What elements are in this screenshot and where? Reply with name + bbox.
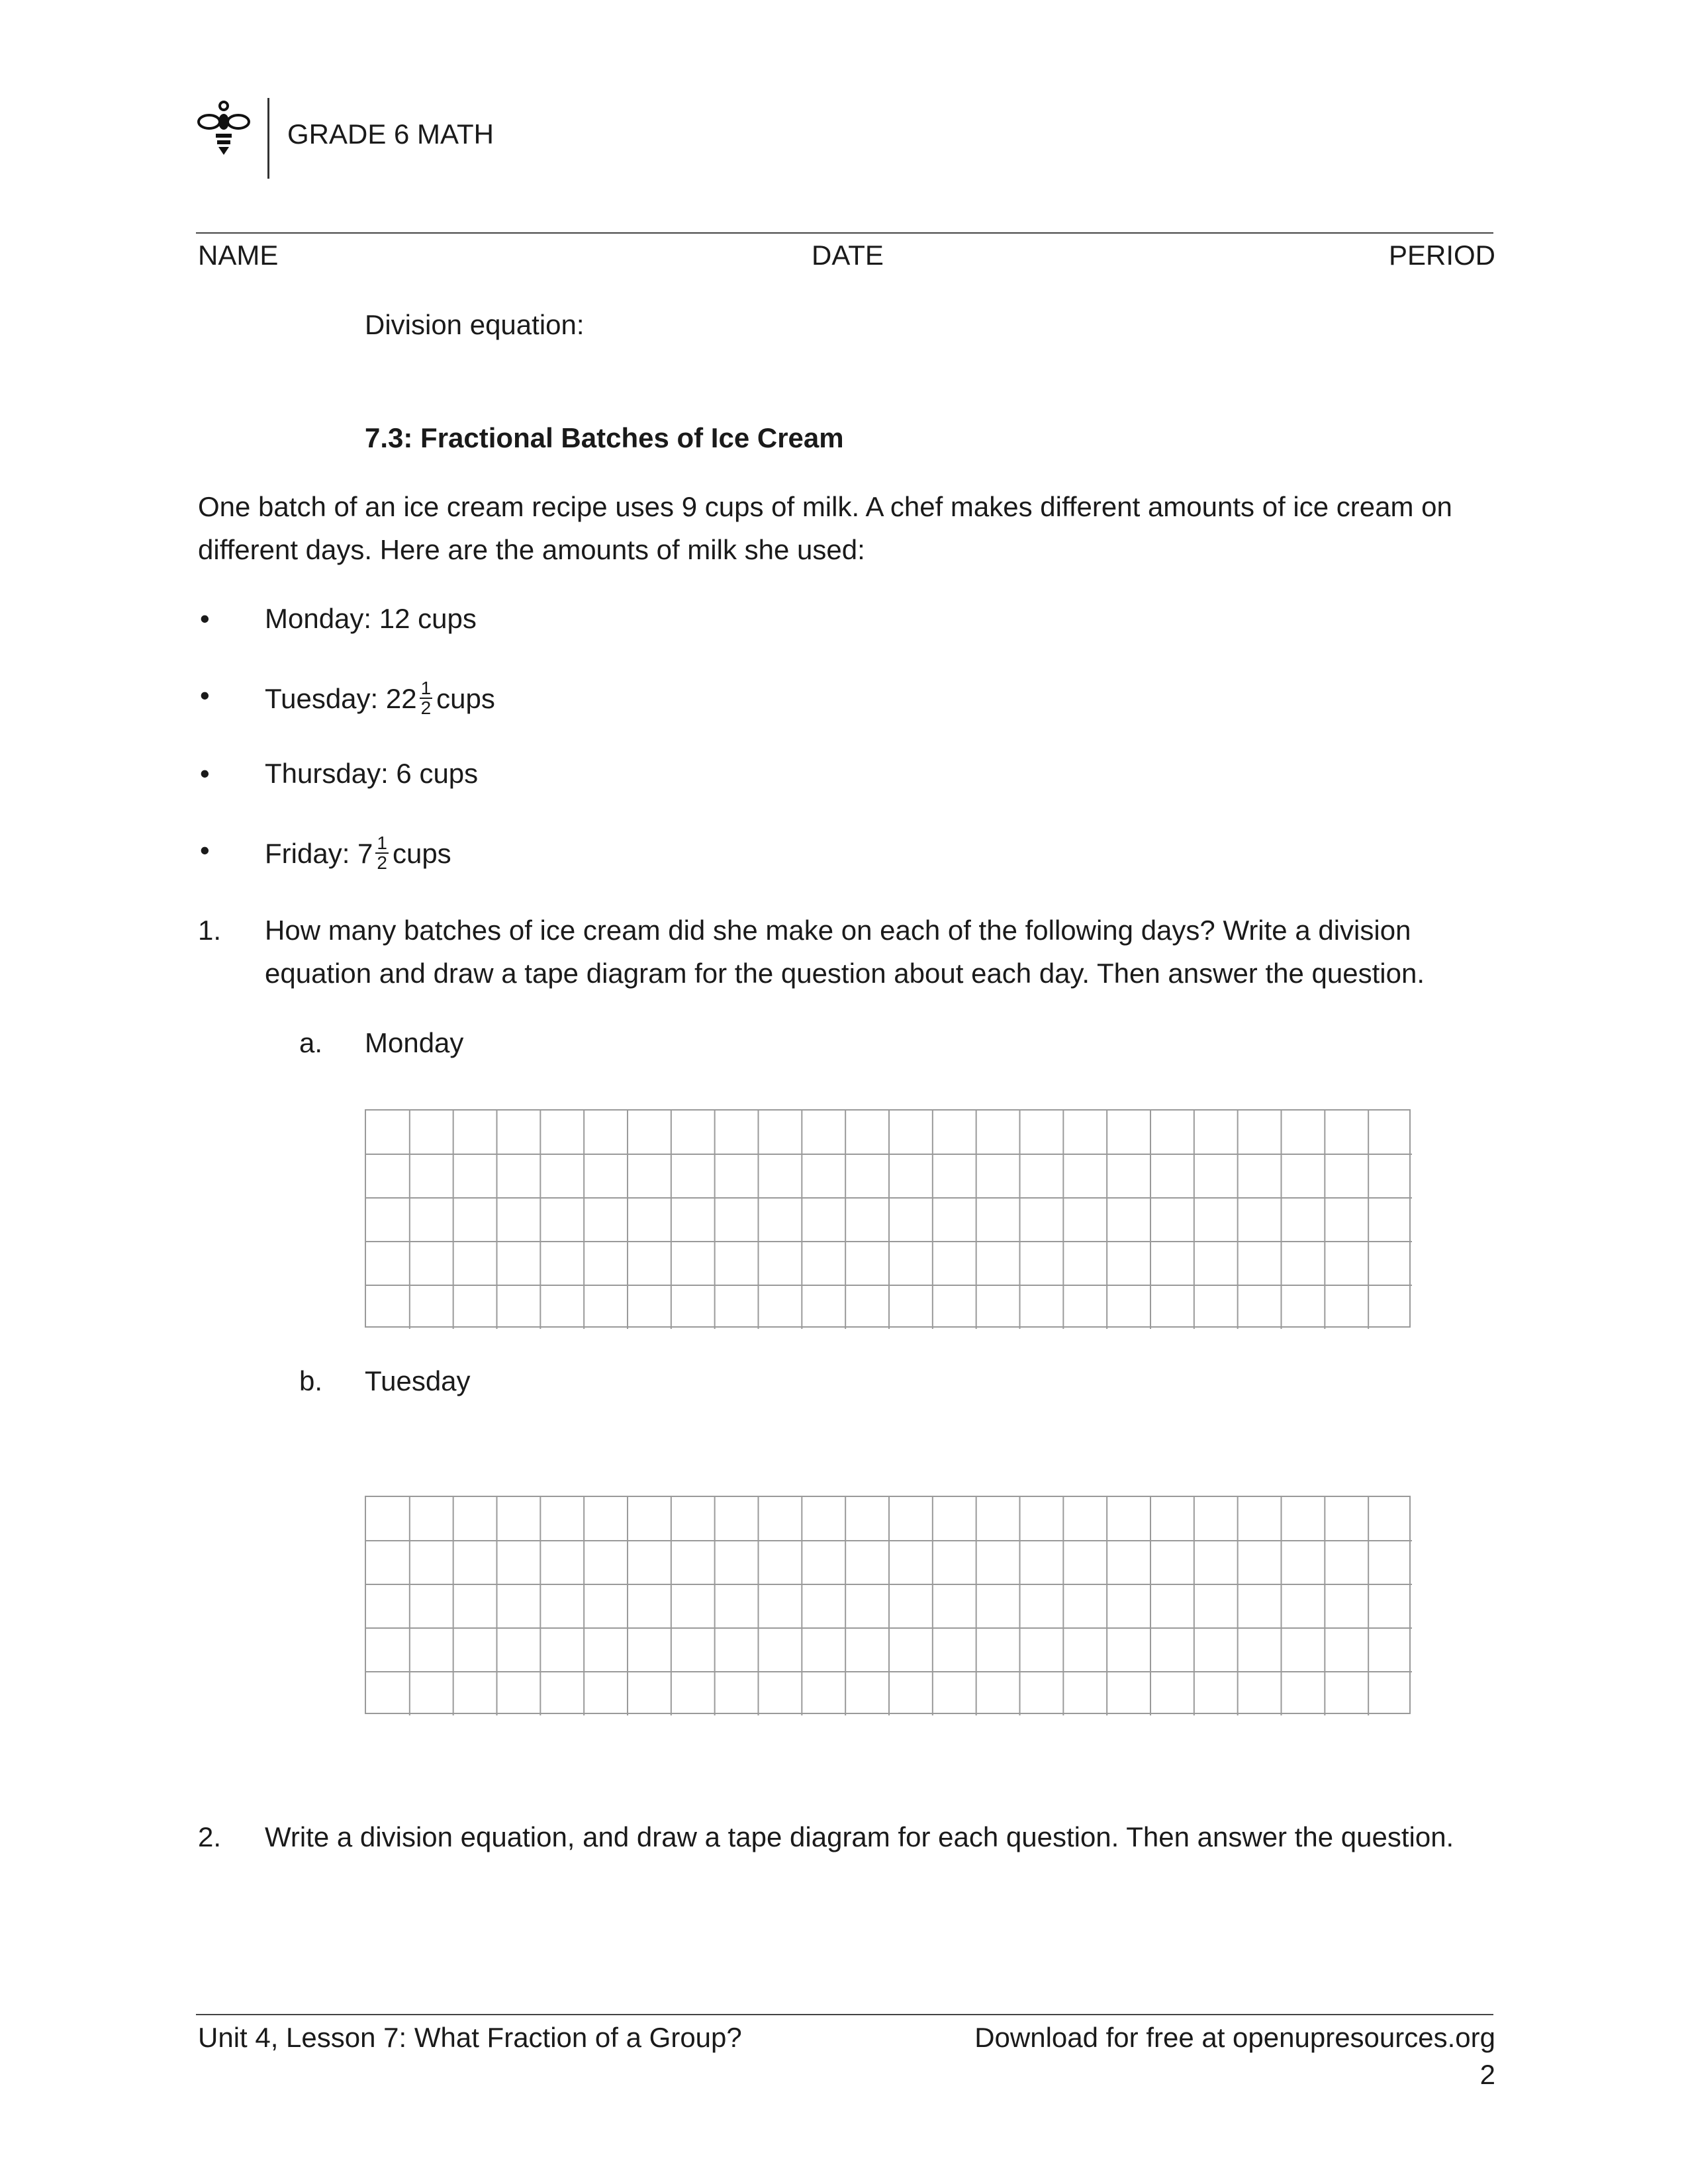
period-label: PERIOD [1388, 240, 1495, 271]
section-title: 7.3: Fractional Batches of Ice Cream [365, 422, 844, 453]
q1-line-2: equation and draw a tape diagram for the question about each day. Then answer the question. [265, 958, 1425, 989]
tuesday-unit: cups [436, 683, 495, 715]
bullet-thursday: Thursday: 6 cups [265, 758, 479, 789]
bee-logo-icon [196, 98, 252, 161]
footer-download: Download for free at openupresources.org [974, 2022, 1495, 2053]
course-title: GRADE 6 MATH [287, 118, 494, 150]
name-label: NAME [198, 240, 279, 271]
division-equation-label: Division equation: [365, 309, 585, 340]
monday-grid-paper[interactable] [365, 1109, 1411, 1328]
header-divider [267, 98, 269, 179]
q1a-letter: a. [299, 1027, 323, 1058]
bullet-friday [265, 833, 451, 875]
name-bar-rule [196, 232, 1493, 234]
bullet-glyph: • [200, 680, 210, 711]
intro-line-1: One batch of an ice cream recipe uses 9 cups of milk. A chef makes different amounts of ice cream on [198, 491, 1452, 522]
friday-fraction: $\frac{1}{2}$ [377, 833, 387, 873]
bullet-glyph: • [200, 835, 210, 866]
q2-number: 2. [198, 1821, 222, 1852]
bullet-tuesday [265, 678, 495, 720]
page-number: 2 [1479, 2059, 1495, 2090]
q1-line-1: How many batches of ice cream did she make on each of the following days? Write a division [265, 915, 1411, 946]
footer-rule [196, 2014, 1493, 2015]
bullet-glyph: • [200, 758, 210, 789]
date-label: DATE [812, 240, 884, 271]
q1b-letter: b. [299, 1365, 323, 1396]
q1-number: 1. [198, 915, 222, 946]
intro-line-2: different days. Here are the amounts of milk she used: [198, 534, 865, 565]
tuesday-whole: Tuesday: 22 [265, 683, 417, 715]
footer-lesson: Unit 4, Lesson 7: What Fraction of a Group? [198, 2022, 742, 2053]
friday-whole: Friday: 7 [265, 838, 373, 870]
tuesday-grid-paper[interactable] [365, 1496, 1411, 1714]
bullet-glyph: • [200, 603, 210, 634]
tuesday-fraction: $\frac{1}{2}$ [420, 678, 432, 718]
friday-unit: cups [392, 838, 451, 870]
q1a-label: Monday [365, 1027, 464, 1058]
bullet-monday: Monday: 12 cups [265, 603, 477, 634]
q1b-label: Tuesday [365, 1365, 471, 1396]
q2-text: Write a division equation, and draw a tape diagram for each question. Then answer the question. [265, 1821, 1454, 1852]
